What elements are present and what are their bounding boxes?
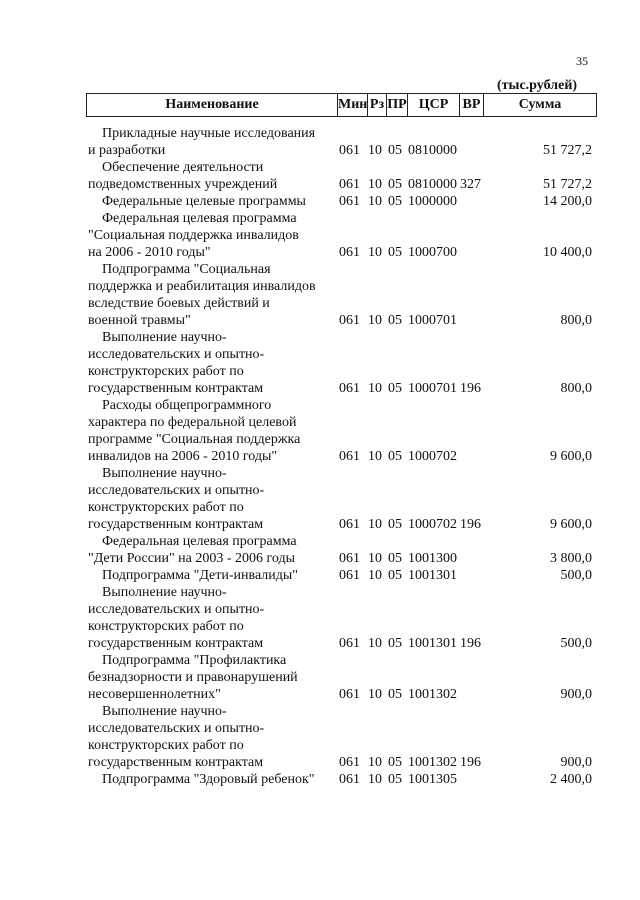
row-rz: 10 (368, 381, 382, 396)
row-name (88, 210, 338, 261)
table-row (0, 465, 640, 533)
table-row (0, 329, 640, 397)
header-csr: ЦСР (418, 97, 449, 112)
table-row (0, 193, 640, 210)
header-sum: Сумма (518, 97, 562, 112)
row-rz: 10 (368, 449, 382, 464)
row-name-line: Федеральная целевая программа (102, 534, 297, 549)
row-name-line: конструкторских работ по (88, 619, 244, 634)
row-csr: 1001302 (408, 755, 457, 770)
row-sum: 14 200,0 (543, 194, 592, 209)
row-name-line: Выполнение научно- (102, 704, 227, 719)
row-name-line: подведомственных учреждений (88, 177, 278, 192)
row-name (88, 329, 338, 397)
row-sum: 51 727,2 (543, 177, 592, 192)
row-name-line: Обеспечение деятельности (102, 160, 264, 175)
row-rz: 10 (368, 517, 382, 532)
row-name-line: и разработки (88, 143, 166, 158)
row-name-line: Подпрограмма "Дети-инвалиды" (102, 568, 299, 583)
row-name-line: несовершеннолетних" (88, 687, 221, 702)
row-sum: 500,0 (560, 568, 592, 583)
table-row (0, 261, 640, 329)
header-min: Мин (338, 97, 368, 112)
row-name-line: Подпрограмма "Здоровый ребенок" (102, 772, 315, 787)
row-rz: 10 (368, 687, 382, 702)
row-vr: 196 (460, 755, 481, 770)
row-min: 061 (339, 568, 360, 583)
row-name-line: Выполнение научно- (102, 466, 227, 481)
row-name (88, 125, 338, 159)
row-name-line: Подпрограмма "Социальная (102, 262, 271, 277)
row-csr: 1001301 (408, 636, 457, 651)
row-name-line: характера по федеральной целевой (88, 415, 297, 430)
row-rz: 10 (368, 568, 382, 583)
row-min: 061 (339, 194, 360, 209)
row-name (88, 397, 338, 465)
row-name-line: "Дети России" на 2003 - 2006 годы (88, 551, 296, 566)
row-min: 061 (339, 772, 360, 787)
table-row (0, 703, 640, 771)
row-name (88, 703, 338, 771)
row-min: 061 (339, 245, 360, 260)
row-name (88, 652, 338, 703)
row-min: 061 (339, 381, 360, 396)
table-row (0, 567, 640, 584)
row-min: 061 (339, 755, 360, 770)
row-csr: 1000701 (408, 381, 457, 396)
row-csr: 1001302 (408, 687, 457, 702)
row-csr: 1000000 (408, 194, 457, 209)
row-csr: 1001300 (408, 551, 457, 566)
row-rz: 10 (368, 755, 382, 770)
row-pr: 05 (388, 568, 402, 583)
table-row (0, 771, 640, 788)
row-sum: 800,0 (560, 381, 592, 396)
table-row (0, 125, 640, 159)
row-name-line: "Социальная поддержка инвалидов (88, 228, 299, 243)
table-header (86, 93, 597, 117)
row-rz: 10 (368, 636, 382, 651)
row-name-line: Федеральная целевая программа (102, 211, 297, 226)
row-csr: 1000702 (408, 517, 457, 532)
row-min: 061 (339, 177, 360, 192)
row-vr: 327 (460, 177, 481, 192)
table-body (0, 125, 640, 788)
row-csr: 1000700 (408, 245, 457, 260)
row-pr: 05 (388, 313, 402, 328)
row-pr: 05 (388, 636, 402, 651)
row-name (88, 193, 338, 210)
page-number: 35 (576, 54, 588, 68)
row-name-line: Федеральные целевые программы (102, 194, 306, 209)
table-row (0, 210, 640, 261)
row-name-line: на 2006 - 2010 годы" (88, 245, 211, 260)
row-pr: 05 (388, 449, 402, 464)
row-name-line: конструкторских работ по (88, 364, 244, 379)
row-min: 061 (339, 551, 360, 566)
row-name-line: исследовательских и опытно- (88, 602, 265, 617)
row-sum: 2 400,0 (550, 772, 592, 787)
row-csr: 1000701 (408, 313, 457, 328)
row-pr: 05 (388, 194, 402, 209)
row-sum: 500,0 (560, 636, 592, 651)
row-name (88, 771, 338, 788)
row-pr: 05 (388, 381, 402, 396)
row-sum: 800,0 (560, 313, 592, 328)
row-name-line: государственным контрактам (88, 381, 264, 396)
units-label: (тыс.рублей) (497, 78, 578, 93)
row-sum: 900,0 (560, 755, 592, 770)
row-sum: 10 400,0 (543, 245, 592, 260)
row-name-line: Выполнение научно- (102, 330, 227, 345)
row-rz: 10 (368, 772, 382, 787)
row-sum: 3 800,0 (550, 551, 592, 566)
row-name (88, 159, 338, 193)
header-pr: ПР (387, 97, 407, 112)
row-csr: 0810000 (408, 143, 457, 158)
row-name-line: Расходы общепрограммного (102, 398, 272, 413)
row-rz: 10 (368, 143, 382, 158)
row-rz: 10 (368, 194, 382, 209)
row-rz: 10 (368, 177, 382, 192)
row-pr: 05 (388, 177, 402, 192)
row-name-line: исследовательских и опытно- (88, 721, 265, 736)
row-name-line: вследствие боевых действий и (88, 296, 270, 311)
row-name (88, 584, 338, 652)
row-pr: 05 (388, 245, 402, 260)
row-rz: 10 (368, 551, 382, 566)
row-sum: 900,0 (560, 687, 592, 702)
row-min: 061 (339, 313, 360, 328)
row-name (88, 465, 338, 533)
row-min: 061 (339, 517, 360, 532)
table-row (0, 397, 640, 465)
header-name: Наименование (165, 97, 259, 112)
row-name-line: Выполнение научно- (102, 585, 227, 600)
row-sum: 9 600,0 (550, 449, 592, 464)
row-name-line: конструкторских работ по (88, 500, 244, 515)
row-name-line: исследовательских и опытно- (88, 347, 265, 362)
row-name-line: государственным контрактам (88, 755, 264, 770)
row-csr: 0810000 (408, 177, 457, 192)
row-name-line: инвалидов на 2006 - 2010 годы" (88, 449, 278, 464)
row-name-line: государственным контрактам (88, 636, 264, 651)
row-pr: 05 (388, 143, 402, 158)
row-sum: 9 600,0 (550, 517, 592, 532)
row-rz: 10 (368, 245, 382, 260)
row-pr: 05 (388, 687, 402, 702)
row-name-line: программе "Социальная поддержка (88, 432, 301, 447)
row-name-line: поддержка и реабилитация инвалидов (88, 279, 316, 294)
row-min: 061 (339, 636, 360, 651)
row-name-line: Прикладные научные исследования (102, 126, 316, 141)
table-row (0, 584, 640, 652)
row-name-line: военной травмы" (88, 313, 191, 328)
row-csr: 1001301 (408, 568, 457, 583)
table-row (0, 652, 640, 703)
row-name-line: конструкторских работ по (88, 738, 244, 753)
row-name-line: государственным контрактам (88, 517, 264, 532)
header-rz: Рз (369, 97, 385, 112)
row-name-line: Подпрограмма "Профилактика (102, 653, 287, 668)
row-sum: 51 727,2 (543, 143, 592, 158)
row-rz: 10 (368, 313, 382, 328)
header-vr: ВР (462, 97, 481, 112)
table-row (0, 159, 640, 193)
row-vr: 196 (460, 381, 481, 396)
row-csr: 1000702 (408, 449, 457, 464)
row-name (88, 533, 338, 567)
row-vr: 196 (460, 517, 481, 532)
row-min: 061 (339, 449, 360, 464)
row-pr: 05 (388, 517, 402, 532)
row-min: 061 (339, 143, 360, 158)
row-name-line: исследовательских и опытно- (88, 483, 265, 498)
row-vr: 196 (460, 636, 481, 651)
table-row (0, 533, 640, 567)
row-pr: 05 (388, 772, 402, 787)
row-pr: 05 (388, 551, 402, 566)
row-pr: 05 (388, 755, 402, 770)
row-csr: 1001305 (408, 772, 457, 787)
row-min: 061 (339, 687, 360, 702)
row-name (88, 261, 338, 329)
row-name (88, 567, 338, 584)
row-name-line: безнадзорности и правонарушений (88, 670, 298, 685)
